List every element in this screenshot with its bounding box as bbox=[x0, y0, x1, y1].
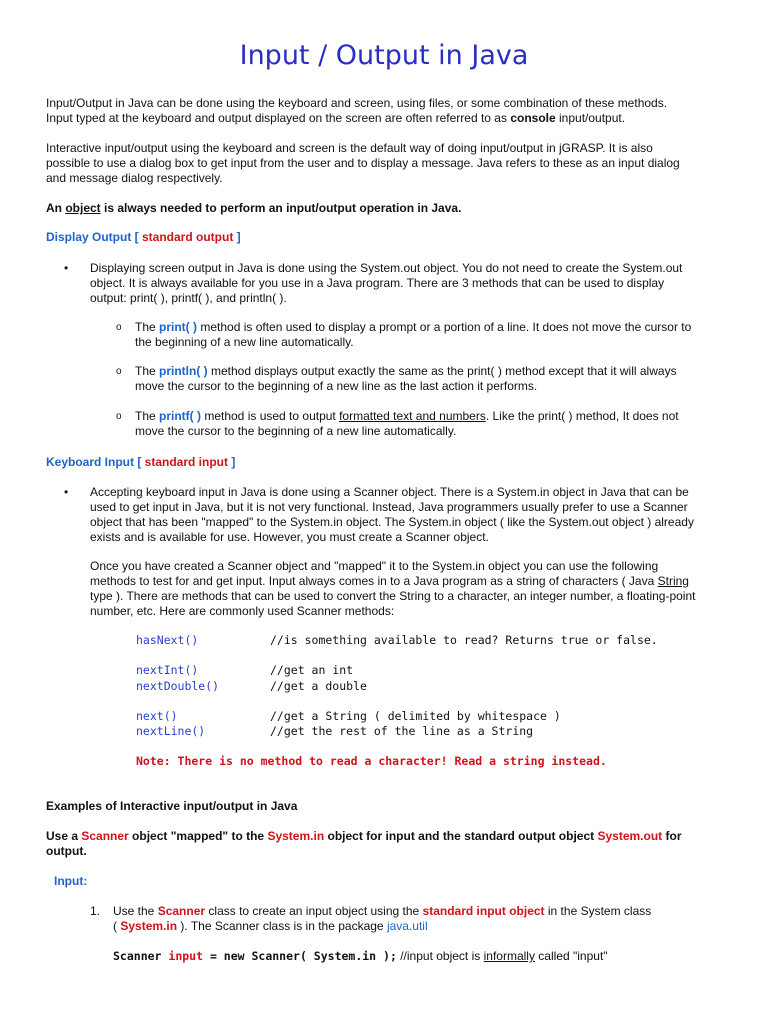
intro-paragraph-2: Interactive input/output using the keyboard and screen is the default way of doing input/output in jGRASP. It is also possible to use a dialog box to get input from the user and to display a message. Java refers to these as an input dialog and message dialog respectively. bbox=[46, 141, 680, 185]
scanner-code-line: Scanner input = new Scanner( System.in ); //input object is informally called "input" bbox=[113, 949, 608, 963]
printf-method-item: The printf( ) method is used to output formatted text and numbers. Like the print( ) method, It does not move the cursor to the beginning of a new line automatically. bbox=[135, 409, 679, 438]
input-heading: Input: bbox=[54, 874, 88, 888]
bullet-icon: • bbox=[64, 485, 69, 499]
object-note: An object is always needed to perform an input/output operation in Java. bbox=[46, 201, 462, 215]
intro-paragraph-1: Input/Output in Java can be done using the keyboard and screen, using files, or some combination of these methods. Input typed at the keyboard and output displayed on the screen are often referred to as console input/output. bbox=[46, 96, 668, 125]
print-method-item: The print( ) method is often used to display a prompt or a portion of a line. It does not move the cursor to the beginning of a new line automatically. bbox=[135, 320, 692, 349]
sub-bullet-icon: o bbox=[116, 322, 122, 333]
document-page: Input / Output in Java Input/Output in Java can be done using the keyboard and screen, using files, or some combination of these methods. Input typed at the keyboard and output displayed on the screen are often referred to as console input/output. Interactive input/output using the keyboard and screen is the default way of doing input/output in jGRASP. It is also possible to use a dialog box to get input from the user and to display a message. Java refers to these as an input dialog and message dialog respectively. An object is always needed to perform an input/output operation in Java. Display Output [ standard output ] • Displaying screen output in Java is done using the System.out object. You do not need to create the System.out object. It is always available for you use in a Java program. There are 3 methods that can be used to display output: print( ), printf( ), and println( ). o The print( ) method is often used to display a prompt or a portion of a line. It does not move the cursor to the beginning of a new line automatically. o The println( ) method displays output exactly the same as the print( ) method except that it will always move the cursor to the beginning of a new line as the last action it performs. o The printf( ) method is used to output formatted text and numbers. Like the print( ) method, It does not move the cursor to the beginning of a new line automatically. Keyboard Input [ standard input ] • Accepting keyboard input in Java is done using a Scanner object. There is a System.in object in Java that can be used to get input in Java, but it is not very functional. Instead, Java programmers usually prefer to use a Scanner object that has been "mapped" to the System.in object. The System.in object ( like the System.out object ) already exists and is available for use. However, you must create a Scanner object. Once you have created a Scanner object and "mapped" it to the System.in object you can use the following methods to test for and get input. Input always comes in to a Java program as a string of characters ( Java String type ). There are methods that can be used to convert the String to a character, an integer number, a floating-point number, etc. Here are commonly used Scanner methods: hasNext() //is something available to read? Returns true or false. nextInt() //get an int nextDouble() //get a double next() //get a String ( delimited by whitespace ) nextLine() //get the rest of the line as a String Note: There is no method to read a character! Read a string instead. Examples of Interactive input/output in Java Use a Scanner object "mapped" to the System.in object for input and the standard output object System.out for output. Input: 1. Use the Scanner class to create an input object using the standard input object in the System class ( System.in ). The Scanner class is in the package java.util Scanner input = new Scanner( System.in ); //input object is informally called "input" bbox=[0, 0, 768, 1024]
list-number: 1. bbox=[90, 904, 101, 918]
scanner-instruction: Use the Scanner class to create an input object using the standard input object in the System class ( System.in ). The Scanner class is in the package java.util bbox=[113, 904, 652, 933]
sub-bullet-icon: o bbox=[116, 366, 122, 377]
sub-bullet-icon: o bbox=[116, 411, 122, 422]
examples-heading: Examples of Interactive input/output in Java bbox=[46, 799, 298, 813]
display-output-heading: Display Output [ standard output ] bbox=[46, 230, 241, 244]
page-title: Input / Output in Java bbox=[239, 40, 529, 71]
scanner-methods-intro: Once you have created a Scanner object and "mapped" it to the System.in object you can use the following methods to test for and get input. Input always comes in to a Java program as a string of characters ( Java String type ). There are methods that can be used to convert the String to a character, an integer number, a floating-point number, etc. Here are commonly used Scanner methods: bbox=[90, 559, 696, 618]
keyboard-input-heading: Keyboard Input [ standard input ] bbox=[46, 455, 236, 469]
examples-description: Use a Scanner object "mapped" to the System.in object for input and the standard output object System.out for output. bbox=[46, 829, 682, 858]
display-output-bullet: Displaying screen output in Java is done using the System.out object. You do not need to create the System.out object. It is always available for you use in a Java program. There are 3 methods that can be used to display output: print( ), printf( ), and println( ). bbox=[90, 261, 683, 305]
bullet-icon: • bbox=[64, 261, 69, 275]
println-method-item: The println( ) method displays output exactly the same as the print( ) method except that it will always move the cursor to the beginning of a new line as the last action it performs. bbox=[135, 364, 677, 393]
note-text: Note: There is no method to read a character! Read a string instead. bbox=[136, 754, 607, 768]
keyboard-input-bullet: Accepting keyboard input in Java is done using a Scanner object. There is a System.in object in Java that can be used to get input in Java, but it is not very functional. Instead, Java programmers usually prefer to use a Scanner object that has been "mapped" to the System.in object. The System.in object ( like the System.out object ) already exists and is available for use. However, you must create a Scanner object. bbox=[90, 485, 694, 544]
